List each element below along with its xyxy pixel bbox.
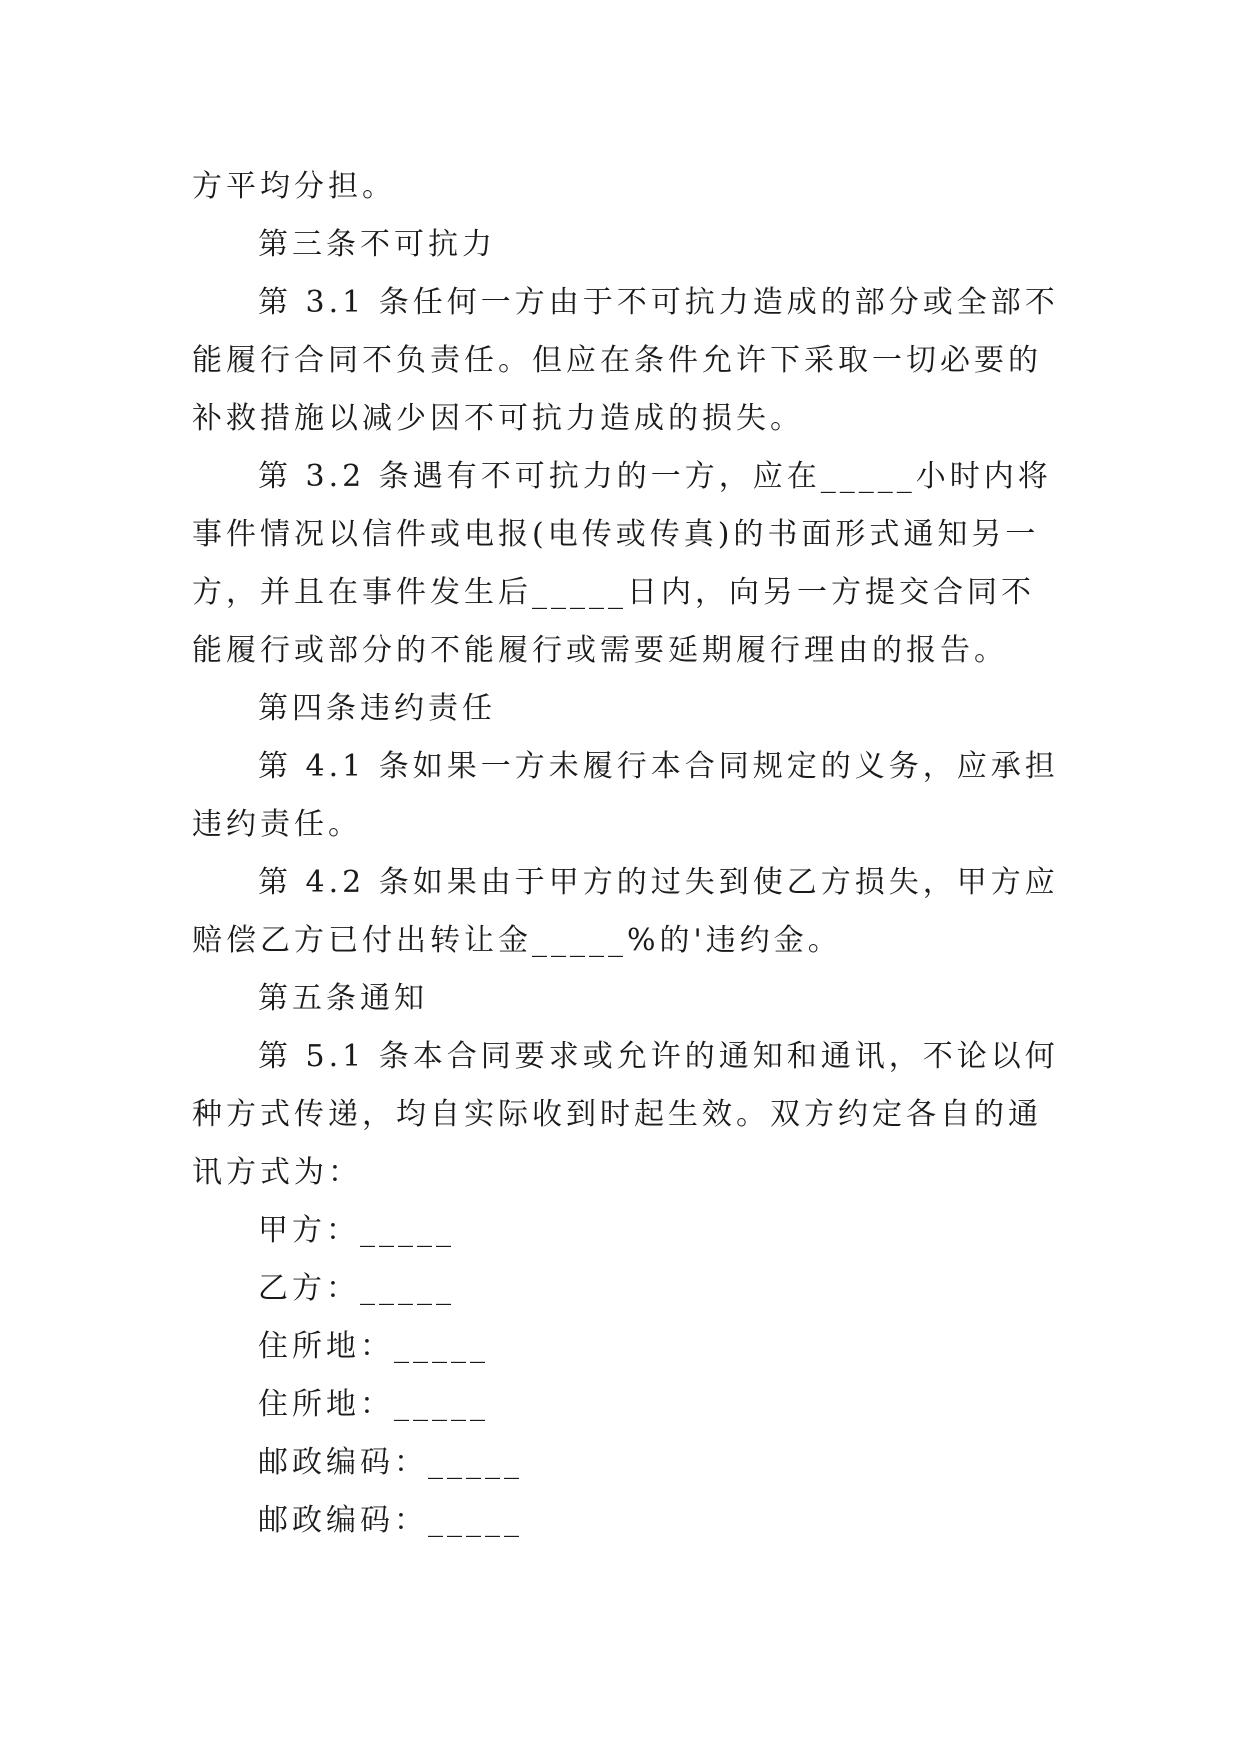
field-postcode-a: 邮政编码：_____ — [258, 1445, 523, 1480]
field-postcode-b: 邮政编码：_____ — [258, 1503, 523, 1538]
clause-5-1: 第 5.1 条本合同要求或允许的通知和通讯，不论以何种方式传递，均自实际收到时起生效。双方约定各自的通讯方式为： — [192, 1039, 1059, 1190]
section-heading-notice: 第五条通知 — [258, 981, 428, 1016]
field-address-b: 住所地：_____ — [258, 1387, 489, 1422]
clause-3-1: 第 3.1 条任何一方由于不可抗力造成的部分或全部不能履行合同不负责任。但应在条件允许下采取一切必要的补救措施以减少因不可抗力造成的损失。 — [192, 285, 1059, 436]
section-heading-liability: 第四条违约责任 — [258, 691, 496, 726]
field-party-b: 乙方：_____ — [258, 1271, 455, 1306]
paragraph-continuation: 方平均分担。 — [192, 169, 396, 204]
document-body — [192, 158, 1062, 1550]
clause-4-1: 第 4.1 条如果一方未履行本合同规定的义务，应承担违约责任。 — [192, 749, 1059, 842]
clause-4-2: 第 4.2 条如果由于甲方的过失到使乙方损失，甲方应赔偿乙方已付出转让金_____%的'违约金。 — [192, 865, 1059, 958]
field-address-a: 住所地：_____ — [258, 1329, 489, 1364]
clause-3-2: 第 3.2 条遇有不可抗力的一方，应在_____小时内将事件情况以信件或电报(电传或传真)的书面形式通知另一方，并且在事件发生后_____日内，向另一方提交合同不能履行或部分的不能履行或需要延期履行理由的报告。 — [192, 459, 1052, 668]
section-heading-force-majeure: 第三条不可抗力 — [258, 227, 496, 262]
field-party-a: 甲方：_____ — [258, 1213, 455, 1248]
